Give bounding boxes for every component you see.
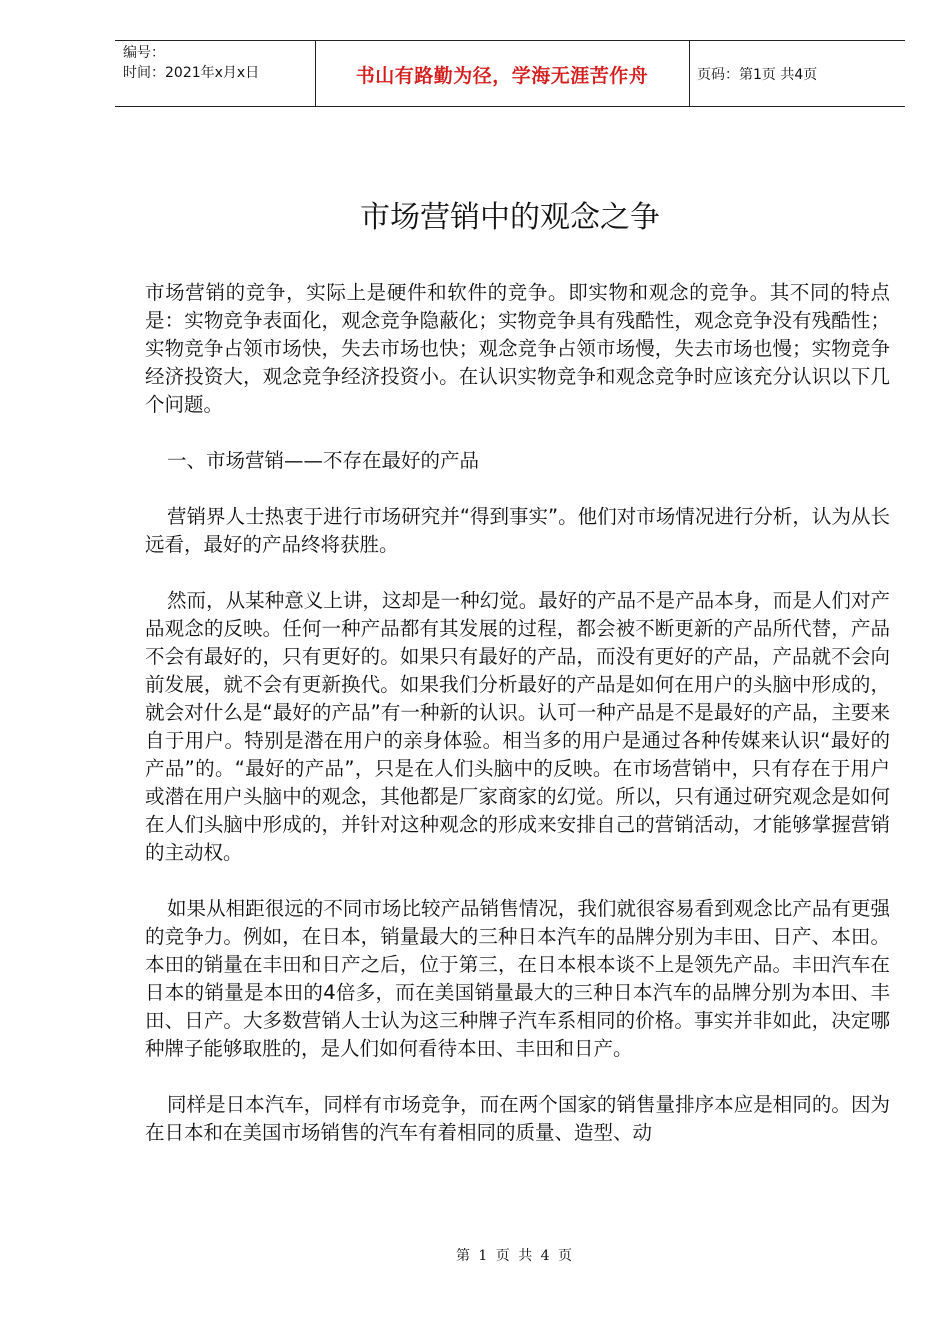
header-divider — [689, 41, 690, 107]
paragraph: 营销界人士热衷于进行市场研究并“得到事实”。他们对市场情况进行分析，认为从长远看，最好的产品终将获胜。 — [145, 505, 890, 556]
page-footer: 第 1 页 共 4 页 — [455, 1248, 575, 1264]
header-number-label: 编号： — [123, 45, 165, 61]
header-meta — [123, 43, 259, 83]
paragraph: 然而，从某种意义上讲，这却是一种幻觉。最好的产品不是产品本身，而是人们对产品观念的反映。任何一种产品都有其发展的过程，都会被不断更新的产品所代替，产品不会有最好的，只有更好的。如果只有最好的产品，而没有更好的产品，产品就不会向前发展，就不会有更新换代。如果我们分析最好的产品是如何在用户的头脑中形成的，就会对什么是“最好的产品”有一种新的认识。认可一种产品是不是最好的产品，主要来自于用户。特别是潜在用户的亲身体验。相当多的用户是通过各种传媒来认识“最好的产品”的。“最好的产品”，只是在人们头脑中的反映。在市场营销中，只有存在于用户或潜在用户头脑中的观念，其他都是厂家商家的幻觉。所以，只有通过研究观念是如何在人们头脑中形成的，并针对这种观念的形成来安排自己的营销活动，才能够掌握营销的主动权。 — [145, 589, 890, 864]
document-body — [145, 279, 890, 1175]
header-motto: 书山有路勤为径，学海无涯苦作舟 — [355, 64, 649, 87]
section-heading: 一、市场营销——不存在最好的产品 — [167, 449, 480, 472]
paragraph: 同样是日本汽车，同样有市场竞争，而在两个国家的销售量排序本应是相同的。因为在日本和在美国市场销售的汽车有着相同的质量、造型、动 — [145, 1093, 890, 1144]
header-page-info: 页码：第1页 共4页 — [697, 67, 818, 83]
paragraph: 如果从相距很远的不同市场比较产品销售情况，我们就很容易看到观念比产品有更强的竞争力。例如，在日本，销量最大的三种日本汽车的品牌分别为丰田、日产、本田。本田的销量在丰田和日产之后，位于第三，在日本根本谈不上是领先产品。丰田汽车在日本的销量是本田的4倍多，而在美国销量最大的三种日本汽车的品牌分别为本田、丰田、日产。大多数营销人士认为这三种牌子汽车系相同的价格。事实并非如此，决定哪种牌子能够取胜的，是人们如何看待本田、丰田和日产。 — [145, 897, 890, 1060]
document-title: 市场营销中的观念之争 — [360, 200, 660, 235]
paragraph-intro: 市场营销的竞争，实际上是硬件和软件的竞争。即实物和观念的竞争。其不同的特点是：实物竞争表面化，观念竞争隐蔽化；实物竞争具有残酷性，观念竞争没有残酷性；实物竞争占领市场快，失去市场也快；观念竞争占领市场慢，失去市场也慢；实物竞争经济投资大，观念竞争经济投资小。在认识实物竞争和观念竞争时应该充分认识以下几个问题。 — [145, 281, 890, 416]
header-time-label: 时间：2021年x月x日 — [123, 65, 260, 81]
page-header — [115, 40, 905, 107]
